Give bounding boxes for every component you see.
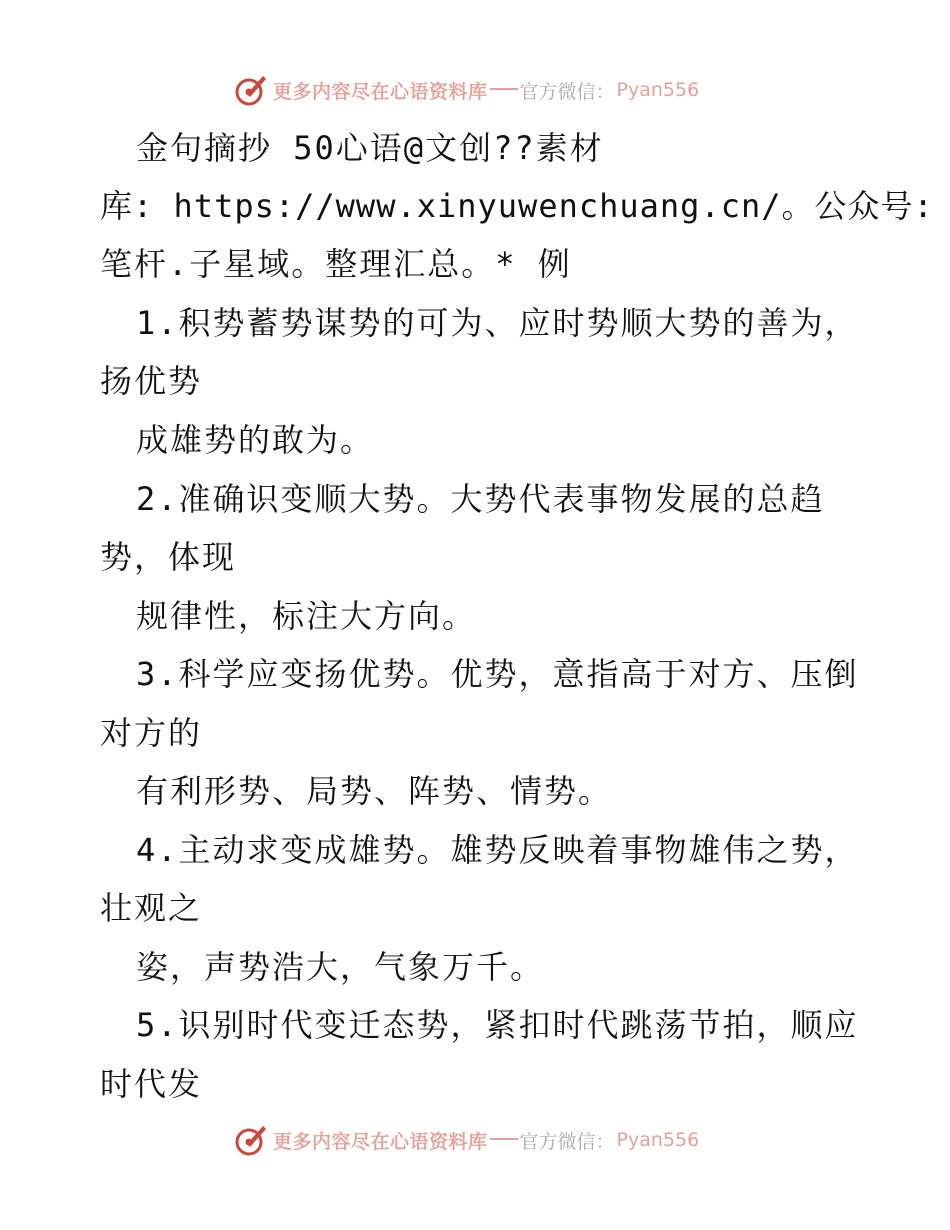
text-line: 4.主动求变成雄势。雄势反映着事物雄伟之势， [136,831,859,869]
text-line: 1.积势蓄势谋势的可为、应时势顺大势的善为， [136,304,859,342]
watermark-wechat-label: 官方微信： [519,1130,615,1153]
watermark-wechat-id: Pyan556 [616,79,700,101]
watermark-text: 更多内容尽在心语资料库 [273,1130,488,1153]
text-line: 5.识别时代变迁态势，紧扣时代跳荡节拍，顺应 [136,1006,859,1044]
text-line: 规律性，标注大方向。 [136,597,477,635]
watermark-footer [233,1120,699,1160]
watermark-header [233,70,699,110]
watermark-dash [490,1138,518,1140]
watermark-wechat-label: 官方微信： [519,80,615,103]
text-line: 库: https://www.xinyuwenchuang.cn/。公众号: [100,187,934,225]
text-line: 姿，声势浩大，气象万千。 [136,948,545,986]
watermark-dash [490,88,518,90]
text-line: 2.准确识变顺大势。大势代表事物发展的总趋 [136,480,825,518]
text-line: 扬优势 [100,362,203,400]
text-line: 对方的 [100,714,203,752]
watermark-text: 更多内容尽在心语资料库 [273,80,488,103]
text-line: 成雄势的敢为。 [136,421,375,459]
text-line: 时代发 [100,1065,203,1103]
text-line: 有利形势、局势、阵势、情势。 [136,772,613,810]
text-line: 势，体现 [100,538,237,576]
text-line: 3.科学应变扬优势。优势，意指高于对方、压倒 [136,655,859,693]
text-line: 壮观之 [100,889,203,927]
pen-nib-logo-icon [233,72,269,108]
pen-nib-logo-icon [233,1122,269,1158]
text-line: 金句摘抄 50心语@文创??素材 [136,129,604,167]
text-line: 笔杆.子星域。整理汇总。* 例 [100,245,572,283]
watermark-wechat-id: Pyan556 [616,1129,700,1151]
